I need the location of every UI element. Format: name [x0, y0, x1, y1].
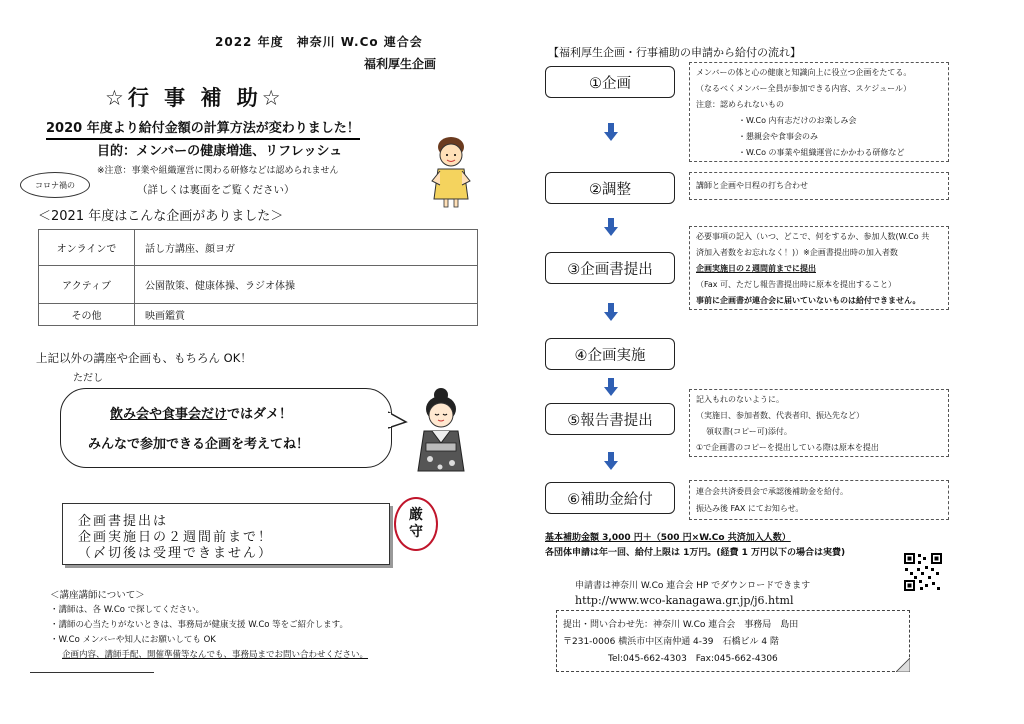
step-box-coordinate: [545, 172, 675, 204]
category-cell: オンラインで: [39, 230, 135, 266]
step-label: ④企画実施: [574, 347, 646, 364]
page-curl-icon: [896, 658, 910, 672]
step-box-subsidy-payment: [545, 482, 675, 514]
step-desc-line: 注意：認められないもの: [696, 100, 784, 109]
contact-line-1: 提出・問い合わせ先：神奈川 W.Co 連合会 事務局 島田: [563, 620, 799, 630]
arrow-down-icon: [604, 123, 618, 141]
step-desc-line: ・W.Co の事業や組織運営にかかわる研修など: [738, 148, 905, 157]
arrow-down-icon: [604, 303, 618, 321]
change-notice: 2020 年度より給付金額の計算方法が変わりました！: [46, 117, 360, 140]
step-desc-line: 講師と企画や日程の打ち合わせ: [696, 181, 808, 190]
deadline-line-2: 企画実施日の２週間前まで！: [78, 530, 274, 545]
step-box-submit-plan: [545, 252, 675, 284]
arrow-down-icon: [604, 218, 618, 236]
examples-heading: ＜2021 年度はこんな企画がありました＞: [38, 209, 284, 224]
caution-note-detail: （詳しくは裏面をご覧ください）: [137, 184, 295, 196]
ok-note: 上記以外の講座や企画も、もちろん OK！: [36, 351, 252, 365]
department-title: 福利厚生企画: [364, 57, 437, 71]
qr-code-icon: [903, 552, 943, 592]
caution-note: ※注意：事業や組織運営に関わる研修などは認められません: [97, 166, 339, 176]
step-desc-line: 記入もれのないように。: [696, 395, 784, 404]
items-cell: 公園散策、健康体操、ラジオ体操: [135, 266, 478, 304]
download-note: 申請書は神奈川 W.Co 連合会 HP でダウンロードできます: [575, 581, 811, 591]
step-desc-line: 済加入者数をお忘れなく！)）※企画書提出時の加入者数: [696, 248, 898, 257]
lecturer-item: ・講師の心当たりがないときは、事務局が健康支援 W.Co 等をご紹介します。: [50, 620, 348, 630]
lecturer-heading: ＜講座講師について＞: [50, 590, 145, 601]
corona-badge: [20, 172, 90, 198]
examples-table: [38, 229, 478, 326]
stamp-char-1: 厳: [409, 507, 423, 523]
step-box-plan: [545, 66, 675, 98]
lecturer-item: ・講師は、各 W.Co で探してください。: [50, 605, 205, 615]
step-desc-line: （実施日、参加者数、代表者印、振込先など）: [696, 411, 864, 420]
deadline-line-1: 企画書提出は: [78, 514, 169, 529]
step-label: ③企画書提出: [567, 261, 653, 278]
ok-note-but: ただし: [73, 373, 103, 384]
bubble-emphasis: 飲み会や食事会だけ: [110, 407, 228, 422]
step-desc-line: 企画実施日の２週間前までに提出: [696, 264, 816, 273]
items-cell: 映画鑑賞: [135, 304, 478, 326]
step-desc-line: ①で企画書のコピーを提出している際は原本を提出: [696, 443, 879, 452]
amount-limit: 各団体申請は年一回、給付上限は 1万円。(経費 1 万円以下の場合は実費): [545, 548, 846, 558]
step-desc-line: 必要事項の記入（いつ、どこで、何をするか、参加人数(W.Co 共: [696, 232, 930, 241]
page-title: ☆行 事 補 助☆: [105, 86, 285, 110]
step-label: ①企画: [589, 75, 631, 92]
step-desc-line: ・懇親会や食事会のみ: [738, 132, 818, 141]
step-desc-line: （なるべくメンバー全員が参加できる内容、スケジュール）: [696, 84, 911, 93]
stamp-char-2: 守: [409, 524, 423, 540]
footnote-rule: [30, 672, 154, 673]
step-label: ⑥補助金給付: [567, 491, 653, 508]
step-box-implement: [545, 338, 675, 370]
step-desc-line: 連合会共済委員会で承認後補助金を給付。: [696, 487, 848, 496]
arrow-down-icon: [604, 452, 618, 470]
step-label: ⑤報告書提出: [567, 412, 653, 429]
step-desc-line: 領収書(コピー可)添付。: [706, 427, 792, 436]
bubble-line-1: [110, 403, 292, 422]
corona-badge-label: コロナ禍の: [35, 180, 75, 190]
step-desc-line: （Fax 可、ただし報告書提出時に原本を提出すること）: [696, 280, 897, 289]
step-desc-line: 振込み後 FAX にてお知らせ。: [696, 504, 804, 513]
woman-illustration-icon: [420, 133, 482, 209]
contact-line-2: 〒231-0006 横浜市中区南仲通 4-39 石橋ビル 4 階: [563, 637, 779, 647]
strict-stamp: [394, 497, 438, 551]
table-row: [39, 304, 478, 326]
step-desc-line: 事前に企画書が連合会に届いていないものは給付できません。: [696, 296, 921, 305]
purpose-line: 目的：メンバーの健康増進、リフレッシュ: [97, 144, 343, 159]
lecturer-item: 企画内容、講師手配、開催準備等なんでも、事務局までお問い合わせください。: [62, 650, 369, 660]
table-row: [39, 230, 478, 266]
bubble-line-2: みんなで参加できる企画を考えてね！: [88, 437, 310, 452]
speech-bubble: [60, 388, 392, 468]
basic-amount: 基本補助金額 3,000 円＋（500 円×W.Co 共済加入人数）: [545, 533, 791, 543]
download-url[interactable]: http://www.wco-kanagawa.gr.jp/j6.html: [575, 594, 794, 607]
category-cell: その他: [39, 304, 135, 326]
kimono-woman-illustration-icon: [408, 385, 474, 473]
step-desc-line: ・W.Co 内有志だけのお楽しみ会: [738, 116, 857, 125]
lecturer-item: ・W.Co メンバーや知人にお願いしても OK: [50, 635, 216, 645]
category-cell: アクティブ: [39, 266, 135, 304]
items-cell: 話し方講座、顔ヨガ: [135, 230, 478, 266]
org-title: 2022 年度 神奈川 W.Co 連合会: [215, 35, 423, 49]
deadline-line-3: （〆切後は受理できません）: [78, 546, 274, 561]
step-desc-line: メンバーの体と心の健康と知識向上に役立つ企画をたてる。: [696, 68, 912, 77]
step-box-submit-report: [545, 403, 675, 435]
contact-line-3: Tel:045-662-4303 Fax:045-662-4306: [608, 654, 778, 664]
table-row: [39, 266, 478, 304]
step-label: ②調整: [589, 181, 631, 198]
arrow-down-icon: [604, 378, 618, 396]
bubble-tail-icon: [388, 410, 408, 432]
flow-heading: 【福利厚生企画・行事補助の申請から給付の流れ】: [548, 46, 801, 59]
bubble-rest: ではダメ！: [227, 407, 293, 422]
